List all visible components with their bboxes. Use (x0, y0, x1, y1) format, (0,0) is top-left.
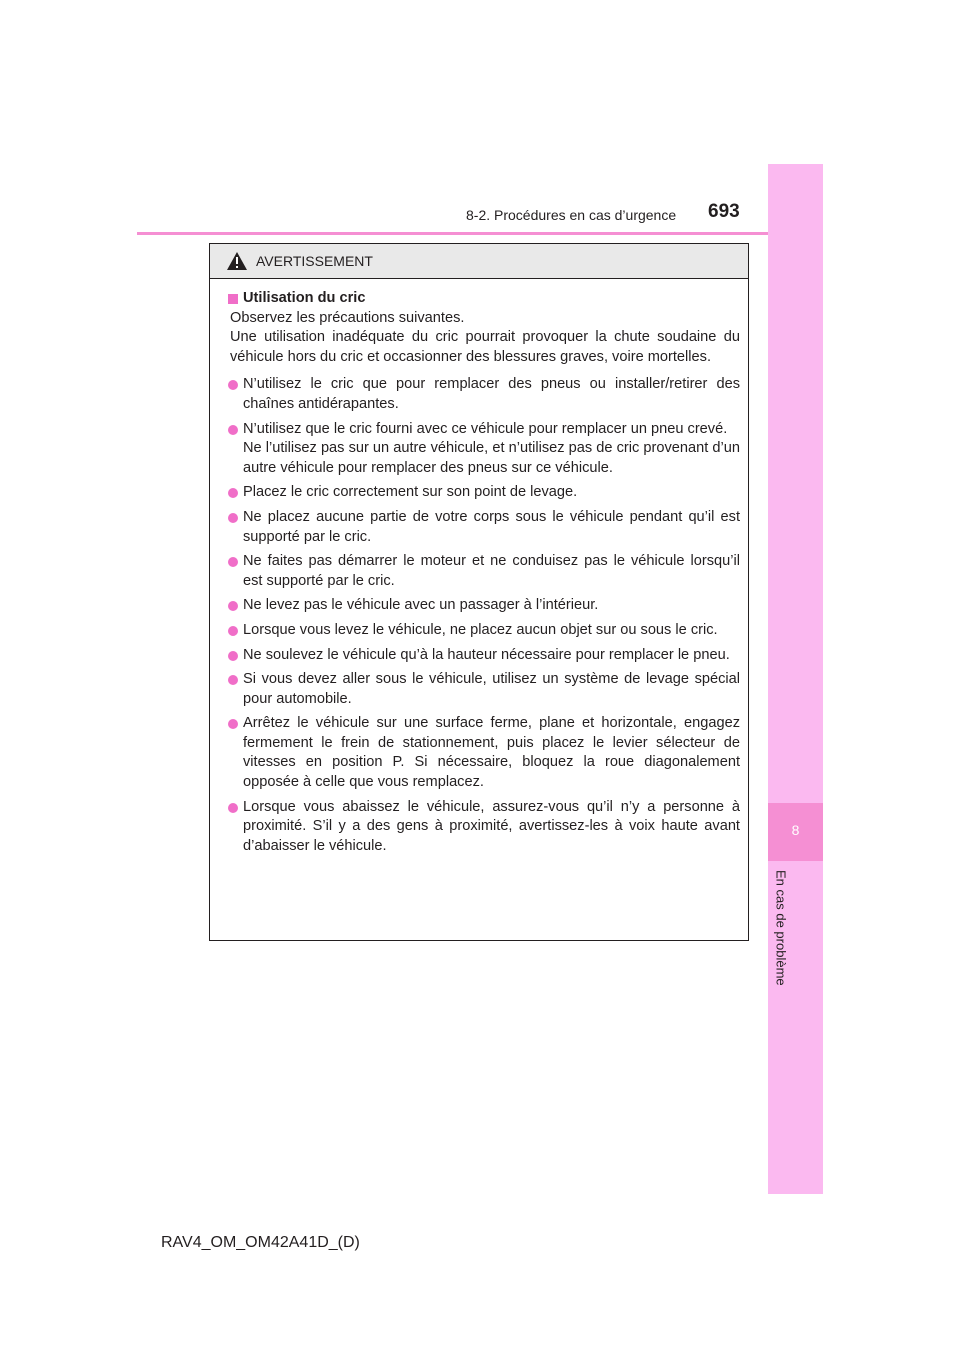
list-item: Ne placez aucune partie de votre corps sous le véhicule pendant qu’il est supporté par le cric. (228, 508, 740, 547)
list-item: Ne faites pas démarrer le moteur et ne conduisez pas le véhicule lorsqu’il est supporté par le cric. (228, 552, 740, 591)
intro-line-1: Observez les précautions suivantes. (230, 309, 465, 326)
header-divider (137, 232, 823, 235)
bullet-dot-icon (228, 651, 238, 661)
warning-body (210, 279, 748, 856)
bullet-dot-icon (228, 626, 238, 636)
list-item: Si vous devez aller sous le véhicule, utilisez un système de levage spécial pour automobile. (228, 670, 740, 709)
page-number: 693 (708, 201, 740, 222)
warning-header (210, 244, 748, 279)
warning-section-title (228, 289, 740, 309)
list-item: Arrêtez le véhicule sur une surface ferme, plane et horizontale, engagez fermement le frein de stationnement, puis placez le levier sélecteur de vitesses en position P. Si nécessaire, bloquez la roue diagonalement opposée à celle que vous remplacez. (228, 714, 740, 792)
bullet-dot-icon (228, 488, 238, 498)
intro-line-2: Une utilisation inadéquate du cric pourrait provoquer la chute soudaine du véhicule hors du cric et occasionner des blessures graves, voire mortelles. (230, 329, 740, 365)
list-item: Placez le cric correctement sur son point de levage. (228, 483, 740, 503)
warning-box (209, 243, 749, 941)
bullet-dot-icon (228, 557, 238, 567)
square-bullet-icon (228, 294, 238, 304)
warning-triangle-icon (226, 251, 248, 271)
bullet-dot-icon (228, 719, 238, 729)
bullet-dot-icon (228, 513, 238, 523)
list-item: Lorsque vous abaissez le véhicule, assurez-vous qu’il n’y a personne à proximité. S’il y a des gens à proximité, avertissez-les à voix haute avant d’abaisser le véhicule. (228, 798, 740, 857)
list-item: N’utilisez que le cric fourni avec ce véhicule pour remplacer un pneu crevé. Ne l’utilisez pas sur un autre véhicule, et n’utilisez pas de cric provenant d’un autre véhicule pour remplacer des pneus sur ce véhicule. (228, 420, 740, 479)
bullet-dot-icon (228, 380, 238, 390)
chapter-title: En cas de problème (773, 870, 789, 986)
list-item: N’utilisez le cric que pour remplacer des pneus ou installer/retirer des chaînes antidérapantes. (228, 375, 740, 414)
list-item: Ne soulevez le véhicule qu’à la hauteur nécessaire pour remplacer le pneu. (228, 646, 740, 666)
chapter-number: 8 (791, 822, 800, 838)
document-code: RAV4_OM_OM42A41D_(D) (161, 1234, 360, 1251)
bullet-dot-icon (228, 601, 238, 611)
warning-intro (228, 309, 740, 368)
chapter-side-tab (768, 164, 823, 1194)
warning-label: AVERTISSEMENT (256, 253, 373, 269)
list-item: Ne levez pas le véhicule avec un passager à l’intérieur. (228, 596, 740, 616)
list-item: Lorsque vous levez le véhicule, ne placez aucun objet sur ou sous le cric. (228, 621, 740, 641)
section-title: 8-2. Procédures en cas d’urgence (466, 207, 677, 223)
bullet-dot-icon (228, 425, 238, 435)
bullet-dot-icon (228, 675, 238, 685)
warning-section-title-text: Utilisation du cric (243, 290, 366, 306)
precaution-list (228, 375, 740, 856)
bullet-dot-icon (228, 803, 238, 813)
